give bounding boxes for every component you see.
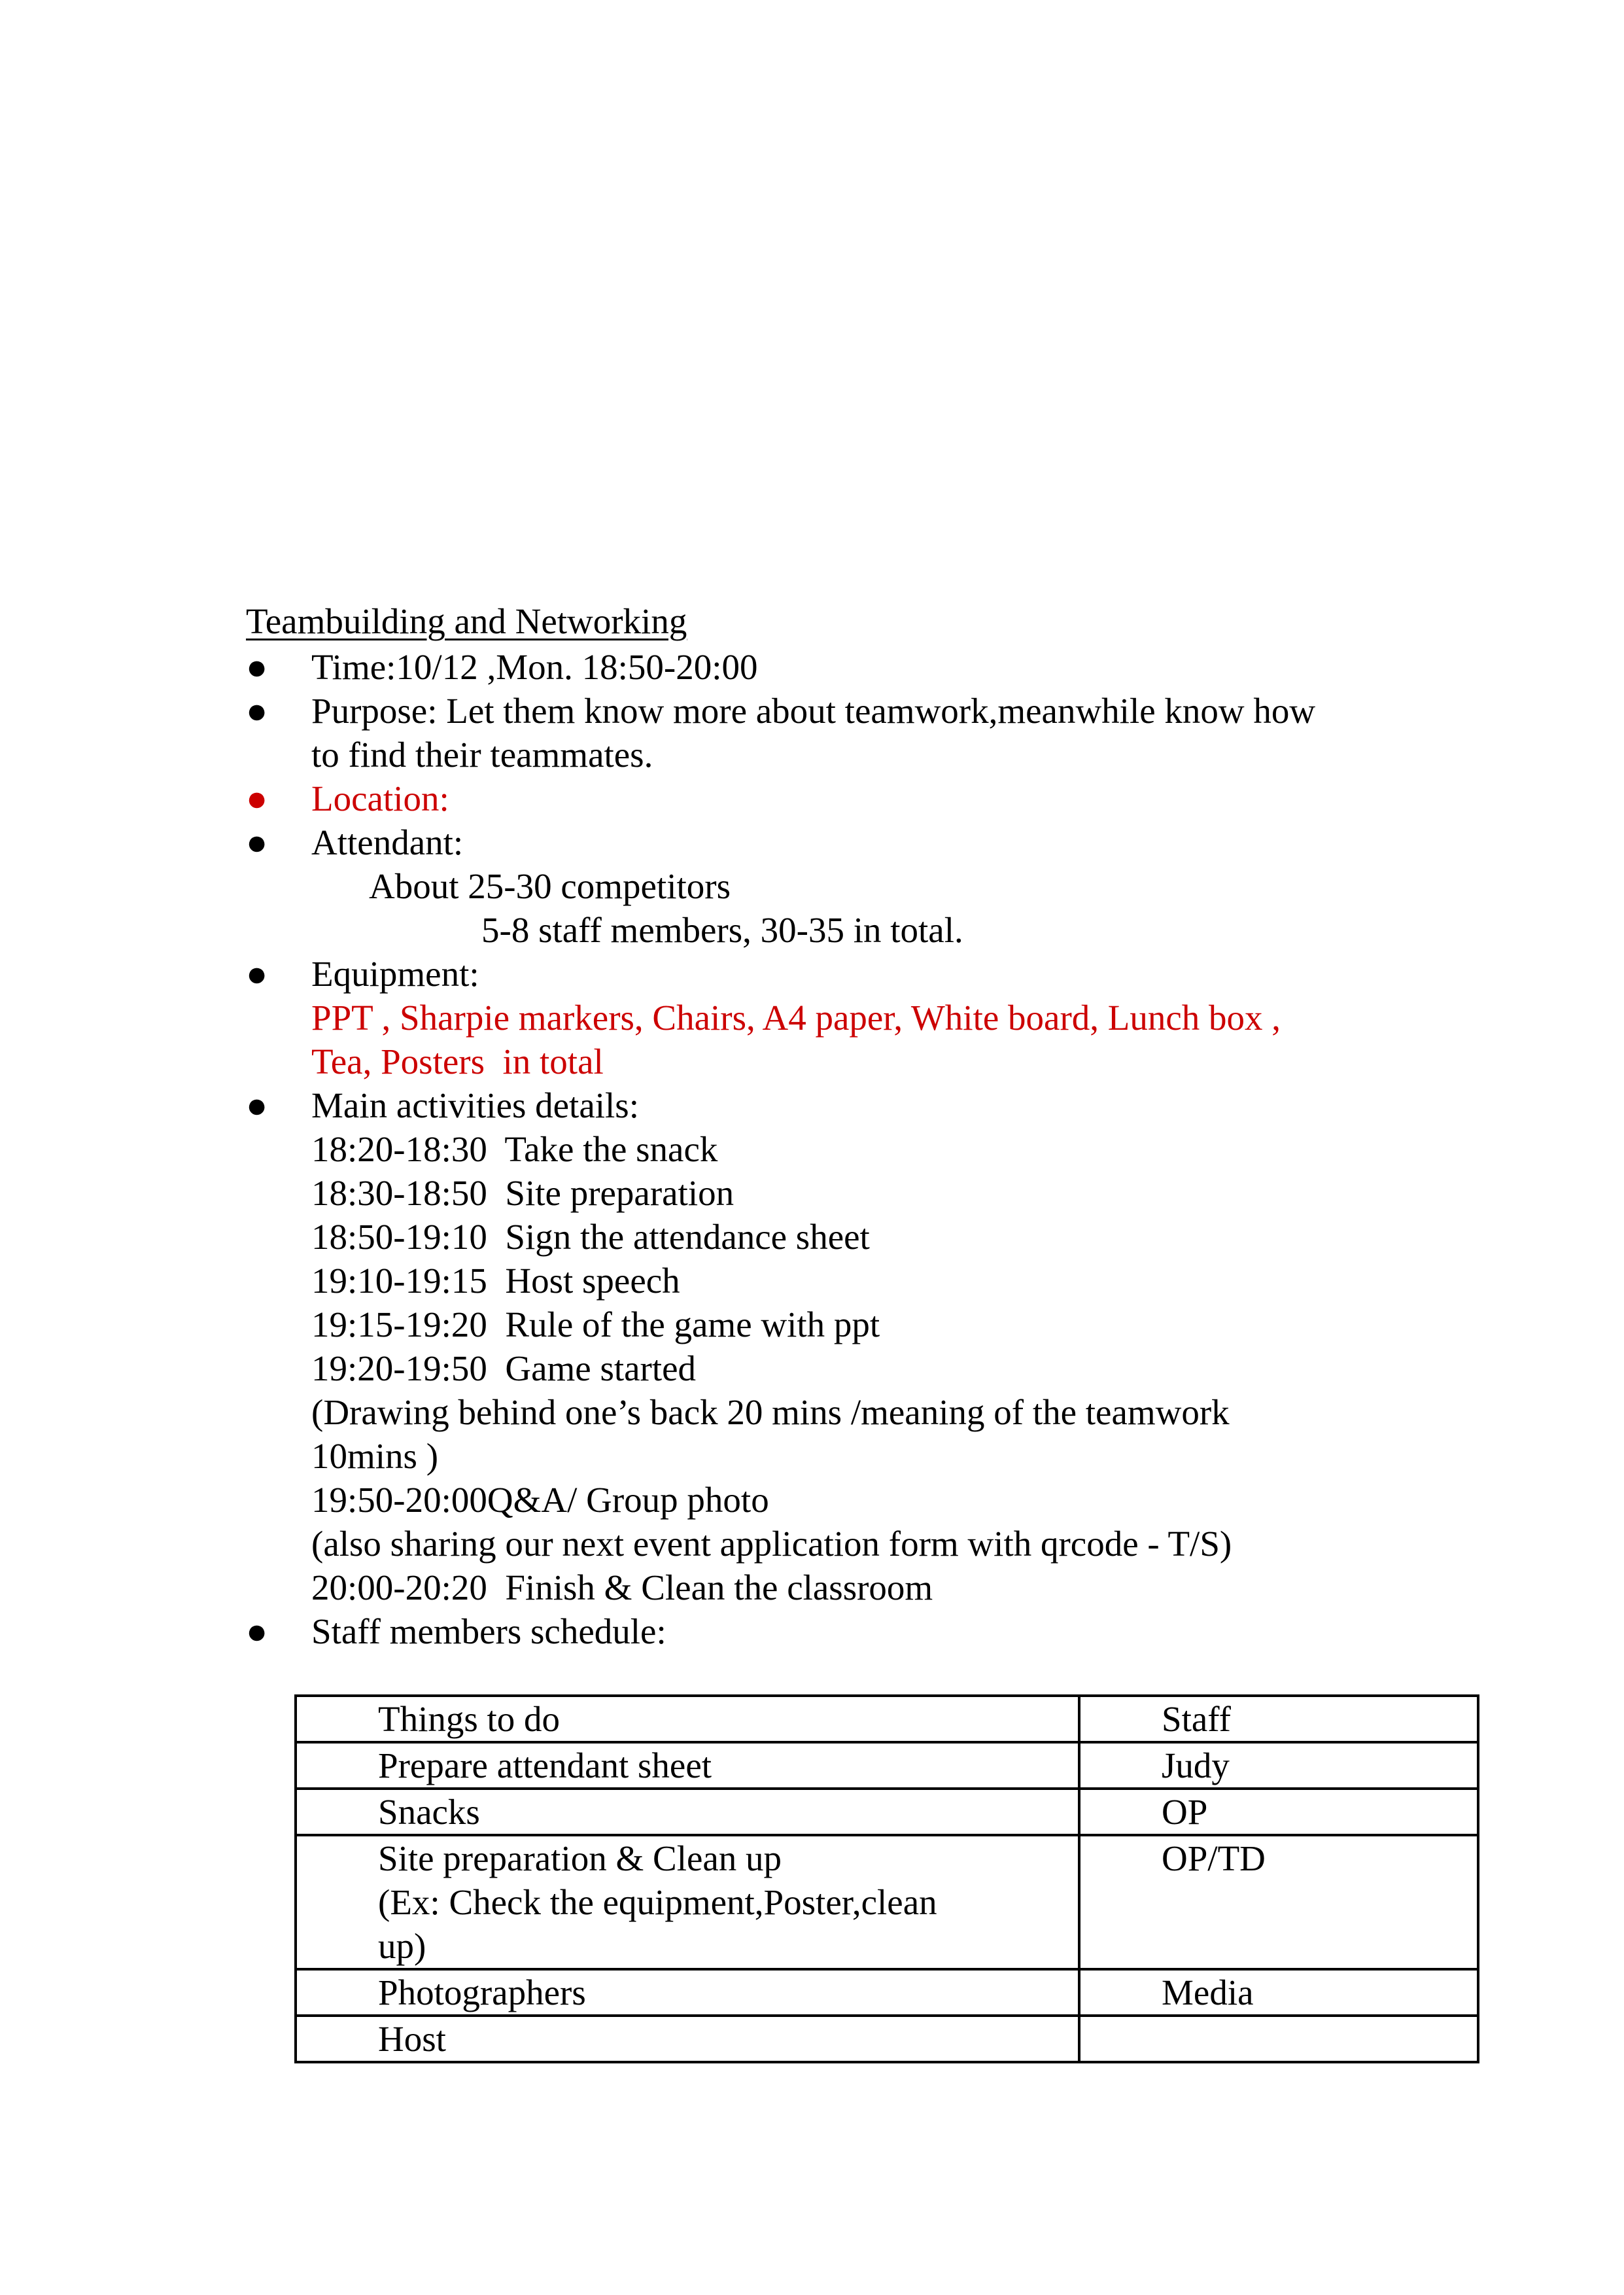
bullet-icon: ● xyxy=(246,1611,268,1651)
activity-line: (Drawing behind one’s back 20 mins /meaning of the teamwork xyxy=(311,1392,1230,1432)
bullet-icon: ● xyxy=(246,1085,268,1125)
table-row xyxy=(296,2016,1478,2062)
table-header-cell xyxy=(296,1696,1079,1742)
attendant-competitors: About 25-30 competitors xyxy=(369,866,731,906)
table-cell xyxy=(296,2016,1079,2062)
list-item-time xyxy=(246,645,1521,689)
list-item-equipment xyxy=(246,952,1521,1083)
attendant-staff: 5-8 staff members, 30-35 in total. xyxy=(481,910,963,950)
list-item-activities xyxy=(246,1083,1521,1609)
list-item-schedule xyxy=(246,1609,1521,1653)
activity-line: 10mins ) xyxy=(311,1436,439,1476)
activity-line: (also sharing our next event application form with qrcode - T/S) xyxy=(311,1524,1232,1564)
table-cell xyxy=(1079,1835,1478,1969)
activity-line: 20:00-20:20 Finish & Clean the classroom xyxy=(311,1568,933,1607)
table-row xyxy=(296,1835,1478,1969)
table-row xyxy=(296,1969,1478,2016)
staff-text: Media xyxy=(1162,1972,1254,2012)
location-text: Location: xyxy=(311,779,449,818)
task-text: Snacks xyxy=(378,1792,480,1832)
table-row xyxy=(296,1789,1478,1835)
task-note: (Ex: Check the equipment,Poster,clean xyxy=(378,1882,937,1922)
task-text: Prepare attendant sheet xyxy=(378,1745,712,1785)
bullet-icon: ● xyxy=(246,954,268,994)
table-cell xyxy=(1079,2016,1478,2062)
bullet-icon: ● xyxy=(246,647,268,687)
bullet-icon: ● xyxy=(246,691,268,731)
equipment-list-line1: PPT , Sharpie markers, Chairs, A4 paper, White board, Lunch box , xyxy=(311,998,1281,1038)
staff-text: OP xyxy=(1162,1792,1208,1832)
list-item-attendant xyxy=(246,820,1521,952)
equipment-label: Equipment: xyxy=(311,954,479,994)
table-row xyxy=(296,1742,1478,1789)
staff-schedule-table xyxy=(294,1694,1479,2063)
activity-line: 19:50-20:00Q&A/ Group photo xyxy=(311,1480,769,1520)
activity-line: 18:50-19:10 Sign the attendance sheet xyxy=(311,1217,870,1257)
table-cell xyxy=(1079,1789,1478,1835)
equipment-list-line2: Tea, Posters in total xyxy=(311,1042,604,1081)
document-body xyxy=(246,598,1521,1653)
purpose-text-line2: to find their teammates. xyxy=(311,735,653,775)
header-things-to-do: Things to do xyxy=(378,1699,561,1739)
task-text: Host xyxy=(378,2019,446,2059)
activity-line: 19:20-19:50 Game started xyxy=(311,1348,697,1388)
task-text: Site preparation & Clean up xyxy=(378,1838,782,1878)
bullet-list xyxy=(246,645,1521,1653)
table-cell xyxy=(296,1789,1079,1835)
activity-line: 19:10-19:15 Host speech xyxy=(311,1261,680,1301)
staff-text: OP/TD xyxy=(1162,1838,1266,1878)
document-title: Teambuilding and Networking xyxy=(246,601,687,641)
time-text: Time:10/12 ,Mon. 18:50-20:00 xyxy=(311,647,758,687)
header-staff: Staff xyxy=(1162,1699,1231,1739)
bullet-icon: ● xyxy=(246,779,268,818)
table-cell xyxy=(296,1835,1079,1969)
attendant-label: Attendant: xyxy=(311,822,464,862)
purpose-text-line1: Purpose: Let them know more about teamwork,meanwhile know how xyxy=(311,691,1316,731)
activity-line: 19:15-19:20 Rule of the game with ppt xyxy=(311,1305,880,1344)
task-text: Photographers xyxy=(378,1972,586,2012)
activity-line: 18:20-18:30 Take the snack xyxy=(311,1129,718,1169)
table-cell xyxy=(296,1969,1079,2016)
table-header-row xyxy=(296,1696,1478,1742)
table-cell xyxy=(296,1742,1079,1789)
activities-label: Main activities details: xyxy=(311,1085,639,1125)
activity-line: 18:30-18:50 Site preparation xyxy=(311,1173,734,1213)
table-cell xyxy=(1079,1742,1478,1789)
bullet-icon: ● xyxy=(246,822,268,862)
staff-text: Judy xyxy=(1162,1745,1230,1785)
schedule-label: Staff members schedule: xyxy=(311,1611,666,1651)
table-cell xyxy=(1079,1969,1478,2016)
task-note: up) xyxy=(378,1926,426,1966)
table-header-cell xyxy=(1079,1696,1478,1742)
list-item-location xyxy=(246,777,1521,820)
list-item-purpose xyxy=(246,689,1521,777)
